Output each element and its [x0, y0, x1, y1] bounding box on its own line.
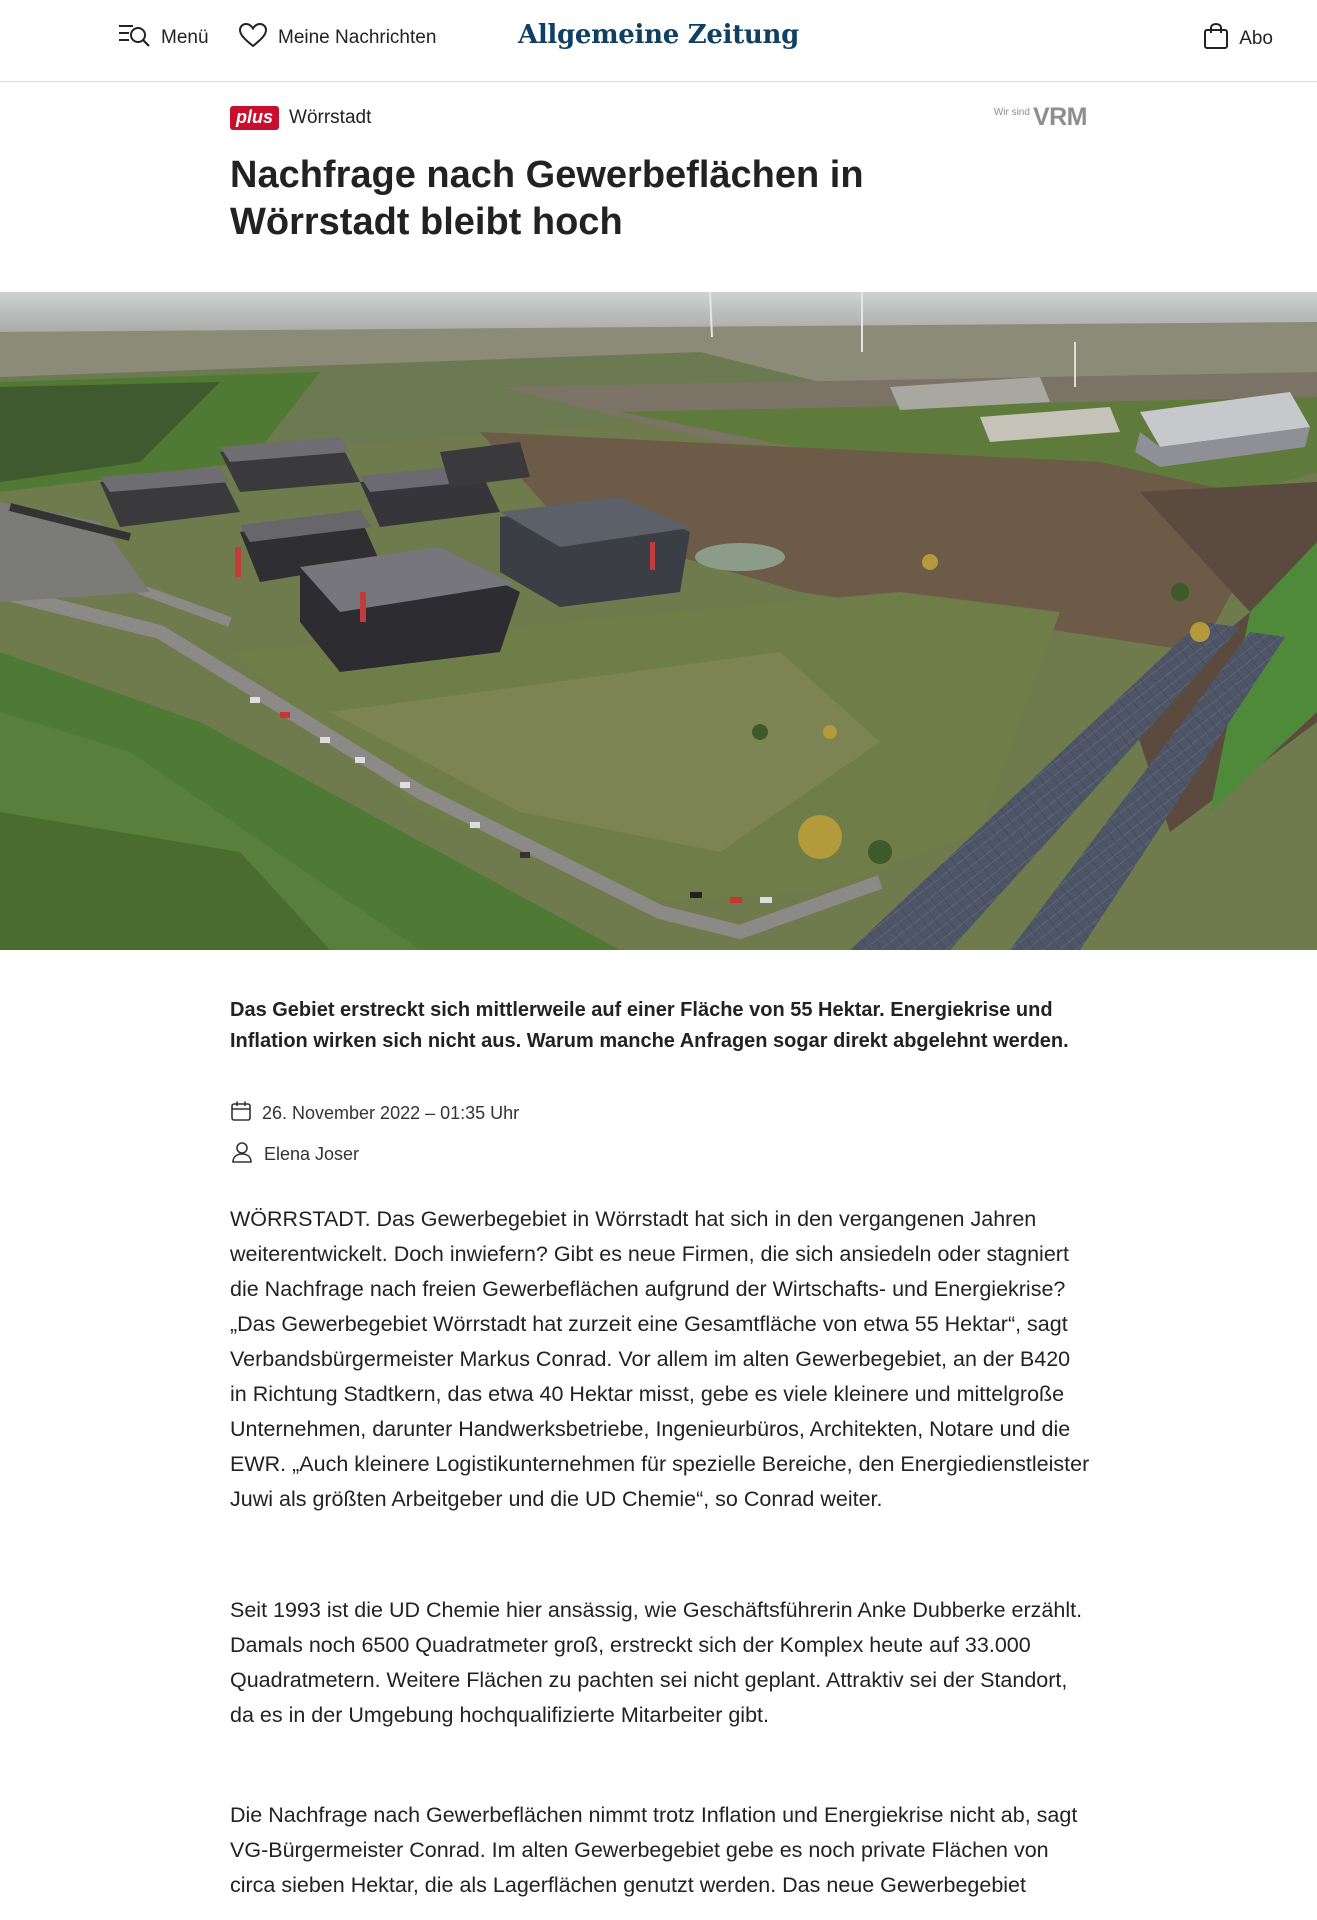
plus-badge: plus [230, 106, 279, 130]
publish-date-text: 26. November 2022 – 01:35 Uhr [262, 1103, 520, 1123]
abo-button[interactable] [1203, 22, 1273, 56]
site-logo[interactable]: Allgemeine Zeitung [517, 20, 800, 50]
person-icon [230, 1140, 254, 1169]
author-name[interactable]: Elena Joser [264, 1144, 360, 1164]
menu-label: Menü [161, 27, 209, 48]
vrm-tagline: Wir sind [993, 107, 1030, 118]
article-paragraph: Die Nachfrage nach Gewerbeflächen nimmt trotz Inflation und Energiekrise nicht ab, sagt VG-Bürgermeister Conrad. Im alten Gewerbegebiet gebe es noch private Flächen von circa sieben Hektar, die als Lagerflächen genutzt werden. Das neue Gewerbegebiet [230, 1803, 1078, 1897]
hero-image-aerial-business-park [0, 292, 1317, 950]
article-paragraph: Seit 1993 ist die UD Chemie hier ansässig, wie Geschäftsführerin Anke Dubberke erzählt. Damals noch 6500 Quadratmeter groß, erstreckt sich der Komplex heute auf 33.000 Quadratmetern. Weitere Flächen zu pachten sei nicht geplant. Attraktiv sei der Standort, da es in der Umgebung hochqualifizierte Mitarbeiter gibt. [230, 1598, 1083, 1727]
site-header [0, 0, 1317, 82]
calendar-icon [230, 1100, 252, 1127]
my-news-label: Meine Nachrichten [278, 27, 437, 48]
vrm-wordmark: VRM [1032, 103, 1087, 131]
article-paragraph: WÖRRSTADT. Das Gewerbegebiet in Wörrstadt hat sich in den vergangenen Jahren weiterentwickelt. Doch inwiefern? Gibt es neue Firmen, die sich ansiedeln oder stagniert die Nachfrage nach freien Gewerbeflächen aufgrund der Wirtschafts- und Energiekrise? „Das Gewerbegebiet Wörrstadt hat zurzeit eine Gesamtfläche von etwa 55 Hektar“, sagt Verbandsbürgermeister Markus Conrad. Vor allem im alten Gewerbegebiet, an der B420 in Richtung Stadtkern, das etwa 40 Hektar misst, gebe es viele kleinere und mittelgroße Unternehmen, darunter Handwerksbetriebe, Ingenieurbüros, Architekten, Notare und die EWR. „Auch kleinere Logistikunternehmen für spezielle Bereiche, den Energiedienstleister Juwi als größten Arbeitgeber und die UD Chemie“, so Conrad weiter. [230, 1207, 1090, 1511]
article-headline: Nachfrage nach Gewerbeflächen in Wörrstadt bleibt hoch [230, 154, 864, 243]
vrm-logo [994, 103, 1087, 132]
article-topline [230, 106, 371, 130]
author-line [230, 1140, 359, 1169]
abo-label: Abo [1239, 28, 1273, 49]
article-teaser: Das Gebiet erstreckt sich mittlerweile auf einer Fläche von 55 Hektar. Energiekrise und Inflation wirken sich nicht aus. Warum manche Anfragen sogar direkt abgelehnt werden. [230, 999, 1069, 1052]
publish-date [230, 1100, 519, 1127]
shopping-bag-icon [1203, 22, 1229, 56]
topic-link[interactable]: Wörrstadt [289, 107, 372, 128]
